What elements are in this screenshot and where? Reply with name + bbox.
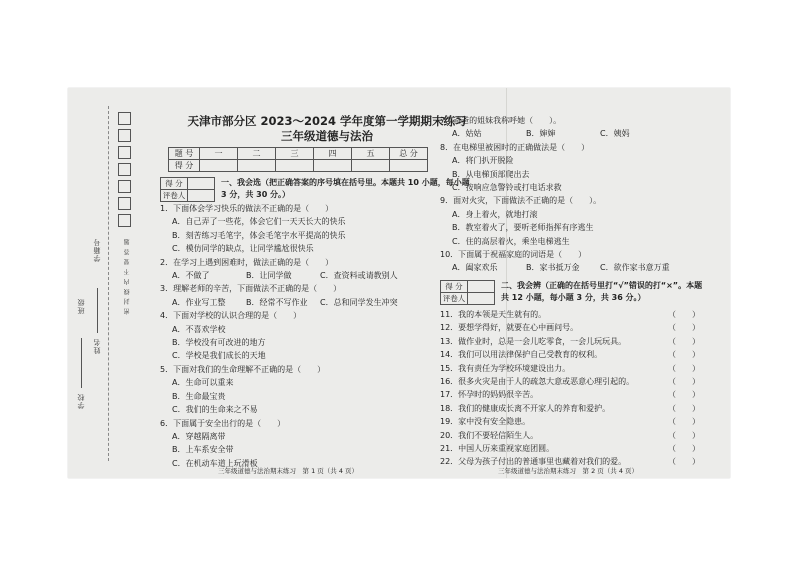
option: C．模仿同学的缺点，让同学尴尬很快乐 bbox=[172, 244, 314, 254]
option: A．将门扒开脱险 bbox=[452, 156, 514, 166]
list-item: 22．父母为孩子付出的普通事里也藏着对我们的爱。 （ ） bbox=[440, 455, 690, 468]
section-one-heading: 一、我会选（把正确答案的序号填在括号里。本题共 10 小题，每小题 3 分，共 30 分。） bbox=[221, 178, 470, 199]
option-row: A．不做了 B．让同学做 C．查资料或请教别人 bbox=[172, 271, 398, 281]
name-label: 姓名 bbox=[93, 338, 101, 354]
list-item: 20．我们不要轻信陌生人。 （ ） bbox=[440, 429, 690, 442]
question: 6．下面属于安全出行的是（ ） bbox=[160, 418, 286, 428]
footer-page-two: 三年级道德与法治期末练习 第 2 页（共 4 页） bbox=[498, 467, 639, 475]
option: B．上车系安全带 bbox=[172, 445, 234, 455]
option: C．住的高层着火，乘坐电梯逃生 bbox=[452, 236, 570, 246]
option: C．在机动车道上玩滑板 bbox=[172, 458, 258, 468]
option: B．从电梯顶部爬出去 bbox=[452, 169, 530, 179]
answer-blank[interactable]: （ ） bbox=[668, 417, 700, 427]
exam-sheet bbox=[68, 88, 730, 478]
answer-blank[interactable]: （ ） bbox=[668, 336, 700, 346]
option: B．生命最宝贵 bbox=[172, 391, 226, 401]
list-item: 17．怀孕时的妈妈很辛苦。 （ ） bbox=[440, 388, 690, 401]
list-item: 14．我们可以用法律保护自己受教育的权利。 （ ） bbox=[440, 348, 690, 361]
answer-blank[interactable]: （ ） bbox=[668, 443, 700, 453]
option: A．生命可以重来 bbox=[172, 378, 234, 388]
question: 5．下面对我们的生命理解不正确的是（ ） bbox=[160, 364, 326, 374]
class-label: 班级 bbox=[77, 298, 85, 314]
exam-title: 天津市部分区 2023～2024 学年度第一学期期末练习 bbox=[187, 114, 467, 128]
grader-box: 得 分 评卷人 bbox=[440, 280, 495, 305]
answer-blank[interactable]: （ ） bbox=[668, 403, 700, 413]
option: C．学校是我们成长的天地 bbox=[172, 351, 266, 361]
question: 9．面对火灾，下面做法不正确的是（ ）。 bbox=[440, 196, 602, 206]
question: 1．下面体会学习快乐的做法不正确的是（ ） bbox=[160, 204, 334, 213]
question: 7．爸爸的姐妹我称呼她（ ）。 bbox=[440, 116, 562, 125]
option: C．我们的生命来之不易 bbox=[172, 405, 258, 415]
grader-box: 得 分 评卷人 bbox=[160, 177, 215, 202]
option: A．穿越隔离带 bbox=[172, 431, 226, 441]
score-table: 题 号 一 二 三 四 五 总 分 得 分 bbox=[168, 147, 428, 172]
exam-no-label: 学籍号 bbox=[93, 238, 101, 262]
list-item: 18．我们的健康成长离不开家人的养育和爱护。 （ ） bbox=[440, 402, 690, 415]
answer-blank[interactable]: （ ） bbox=[668, 363, 700, 373]
option-row: A．阖家欢乐 B．家书抵万金 C．欲作家书意万重 bbox=[452, 263, 670, 273]
school-label: 学校 bbox=[77, 393, 85, 409]
list-item: 12．要想学得好，就要在心中画问号。 （ ） bbox=[440, 321, 690, 334]
answer-blank[interactable]: （ ） bbox=[668, 309, 700, 319]
question: 3．理解老师的辛苦，下面做法不正确的是（ ） bbox=[160, 284, 342, 294]
answer-blank[interactable]: （ ） bbox=[668, 390, 700, 400]
question: 2．在学习上遇到困难时，做法正确的是（ ） bbox=[160, 257, 334, 267]
seal-note: 密 封 线 内 不 要 答 题 bbox=[124, 238, 131, 315]
question: 8．在电梯里被困时的正确做法是（ ） bbox=[440, 142, 590, 152]
exam-subtitle: 三年级道德与法治 bbox=[281, 129, 373, 143]
answer-blank[interactable]: （ ） bbox=[668, 323, 700, 333]
footer-page-one: 三年级道德与法治期末练习 第 1 页（共 4 页） bbox=[218, 467, 359, 475]
option: A．不喜欢学校 bbox=[172, 324, 226, 334]
seal-line bbox=[108, 106, 109, 461]
answer-blank[interactable]: （ ） bbox=[668, 430, 700, 440]
answer-blank[interactable]: （ ） bbox=[668, 457, 700, 467]
answer-blank[interactable]: （ ） bbox=[668, 376, 700, 386]
section-two-header bbox=[440, 280, 720, 305]
binding-strip bbox=[68, 88, 148, 478]
page-two bbox=[440, 114, 720, 469]
list-item: 19．家中没有安全隐患。 （ ） bbox=[440, 415, 690, 428]
option: A．自己弄了一些花，体会它们一天天长大的快乐 bbox=[172, 217, 346, 227]
list-item: 16．很多火灾是由于人的疏忽大意或恶意心理引起的。 （ ） bbox=[440, 375, 690, 388]
option: B．教室着火了，要听老师指挥有序逃生 bbox=[452, 223, 594, 233]
list-item: 15．我有责任为学校环境建设出力。 （ ） bbox=[440, 362, 690, 375]
section-two-heading: 二、我会辨（正确的在括号里打“√”错误的打“×”。本题共 12 小题，每小题 3 分，共 36 分。） bbox=[501, 280, 703, 302]
question: 10．下面属于祝福家庭的词语是（ ） bbox=[440, 250, 587, 260]
list-item: 21．中国人历来重视家庭团圆。 （ ） bbox=[440, 442, 690, 455]
exam-number-boxes bbox=[118, 112, 134, 231]
option-row: A．姑姑 B．婶婶 C．姨妈 bbox=[452, 129, 630, 139]
true-false-list bbox=[440, 308, 720, 469]
question: 4．下面对学校的认识合理的是（ ） bbox=[160, 311, 302, 321]
option: B．刻苦练习毛笔字，体会毛笔字水平提高的快乐 bbox=[172, 230, 346, 240]
option: C．按响应急警铃或打电话求救 bbox=[452, 183, 562, 193]
answer-blank[interactable]: （ ） bbox=[668, 350, 700, 360]
option: A．身上着火，就地打滚 bbox=[452, 209, 538, 219]
option: B．学校没有可改进的地方 bbox=[172, 338, 266, 348]
list-item: 11．我的本领是天生就有的。 （ ） bbox=[440, 308, 690, 321]
option-row: A．作业写工整 B．经常不写作业 C．总和同学发生冲突 bbox=[172, 297, 398, 307]
list-item: 13．做作业时，总是一会儿吃零食，一会儿玩玩具。 （ ） bbox=[440, 335, 690, 348]
